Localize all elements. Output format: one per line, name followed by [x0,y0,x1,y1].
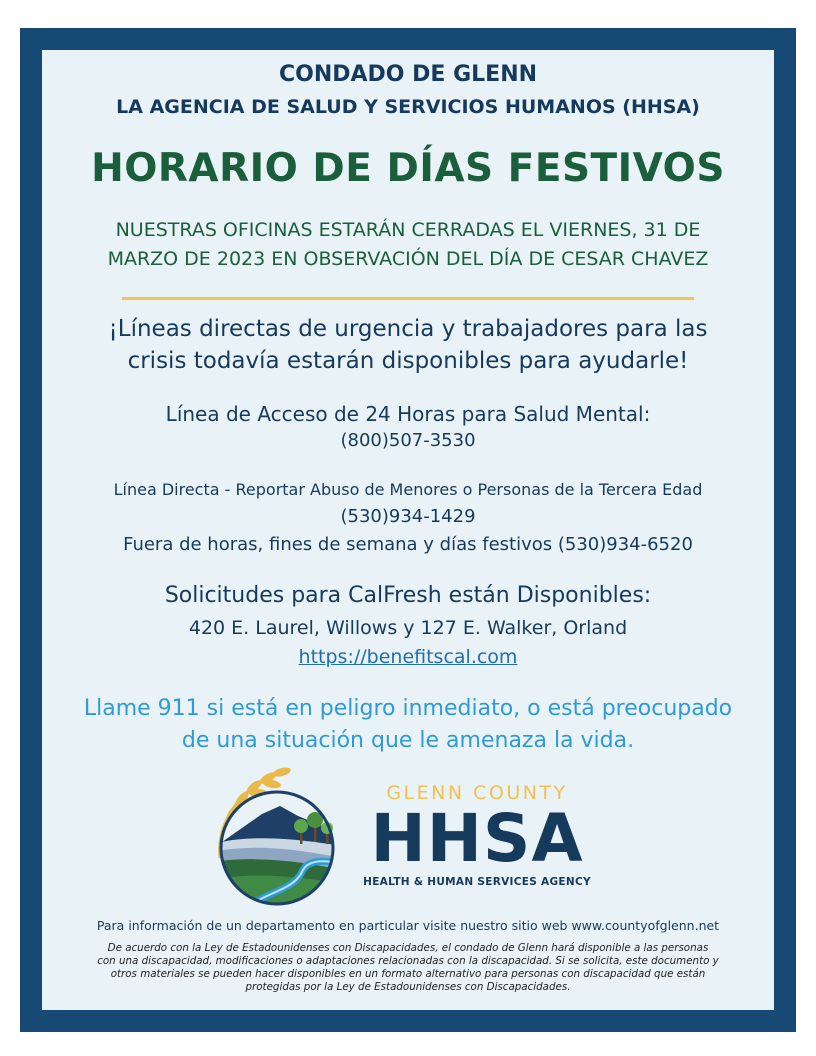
hotlines-intro-line-2: crisis todavía estarán disponibles para ayudarle! [127,348,689,374]
hhsa-emblem-icon [202,762,352,912]
website-info: Para información de un departamento en particular visite nuestro sitio web www.countyofglenn.net [96,918,720,933]
ada-line-1: De acuerdo con la Ley de Estadounidenses con Discapacidades, el condado de Glenn hará disponible a las personas [107,942,709,954]
logo-hhsa-text: HHSA [370,800,584,877]
hotlines-intro [42,313,774,377]
page-title: HORARIO DE DÍAS FESTIVOS [91,146,725,191]
hotlines-intro-line-1: ¡Líneas directas de urgencia y trabajadores para las [108,316,708,342]
county-heading: CONDADO DE GLENN [278,62,538,87]
logo-agency-text: HEALTH & HUMAN SERVICES AGENCY [363,876,591,888]
agency-heading: LA AGENCIA DE SALUD Y SERVICIOS HUMANOS (HHSA) [116,96,700,118]
ada-line-4: protegidas por la Ley de Estadounidenses con Discapacidades. [245,981,571,993]
logo-county-text: GLENN COUNTY [386,782,568,804]
mental-health-label: Línea de Acceso de 24 Horas para Salud Mental: [165,402,651,426]
emergency-notice [42,693,774,757]
abuse-hotline-phone: (530)934-1429 [340,506,476,527]
emergency-line-2: de una situación que le amenaza la vida. [181,728,635,753]
emergency-line-1: Llame 911 si está en peligro inmediato, o está preocupado [83,696,733,721]
gold-divider [122,297,694,300]
calfresh-heading: Solicitudes para CalFresh están Disponibles: [164,583,652,608]
ada-line-3: otros materiales se pueden hacer disponibles en un formato alternativo para personas con discapacidad que están [110,968,706,980]
benefitscal-link[interactable]: https://benefitscal.com [298,646,518,668]
abuse-hotline-label: Línea Directa - Reportar Abuso de Menores o Personas de la Tercera Edad [113,480,703,499]
mental-health-phone: (800)507-3530 [340,430,476,451]
after-hours-phone: Fuera de horas, fines de semana y días festivos (530)934-6520 [123,534,693,555]
hhsa-wordmark [362,782,592,888]
calfresh-addresses: 420 E. Laurel, Willows y 127 E. Walker, Orland [188,617,628,639]
ada-disclaimer [56,942,760,994]
calfresh-link-row [42,646,774,668]
closure-line-2: MARZO DE 2023 EN OBSERVACIÓN DEL DÍA DE CESAR CHAVEZ [107,248,709,270]
ada-line-2: con una discapacidad, modificaciones o adaptaciones relacionadas con la discapacidad. Si se solicita, este documento y [97,955,719,967]
closure-notice [42,216,774,274]
flyer-panel [42,50,774,1010]
closure-line-1: NUESTRAS OFICINAS ESTARÁN CERRADAS EL VIERNES, 31 DE [115,219,701,241]
